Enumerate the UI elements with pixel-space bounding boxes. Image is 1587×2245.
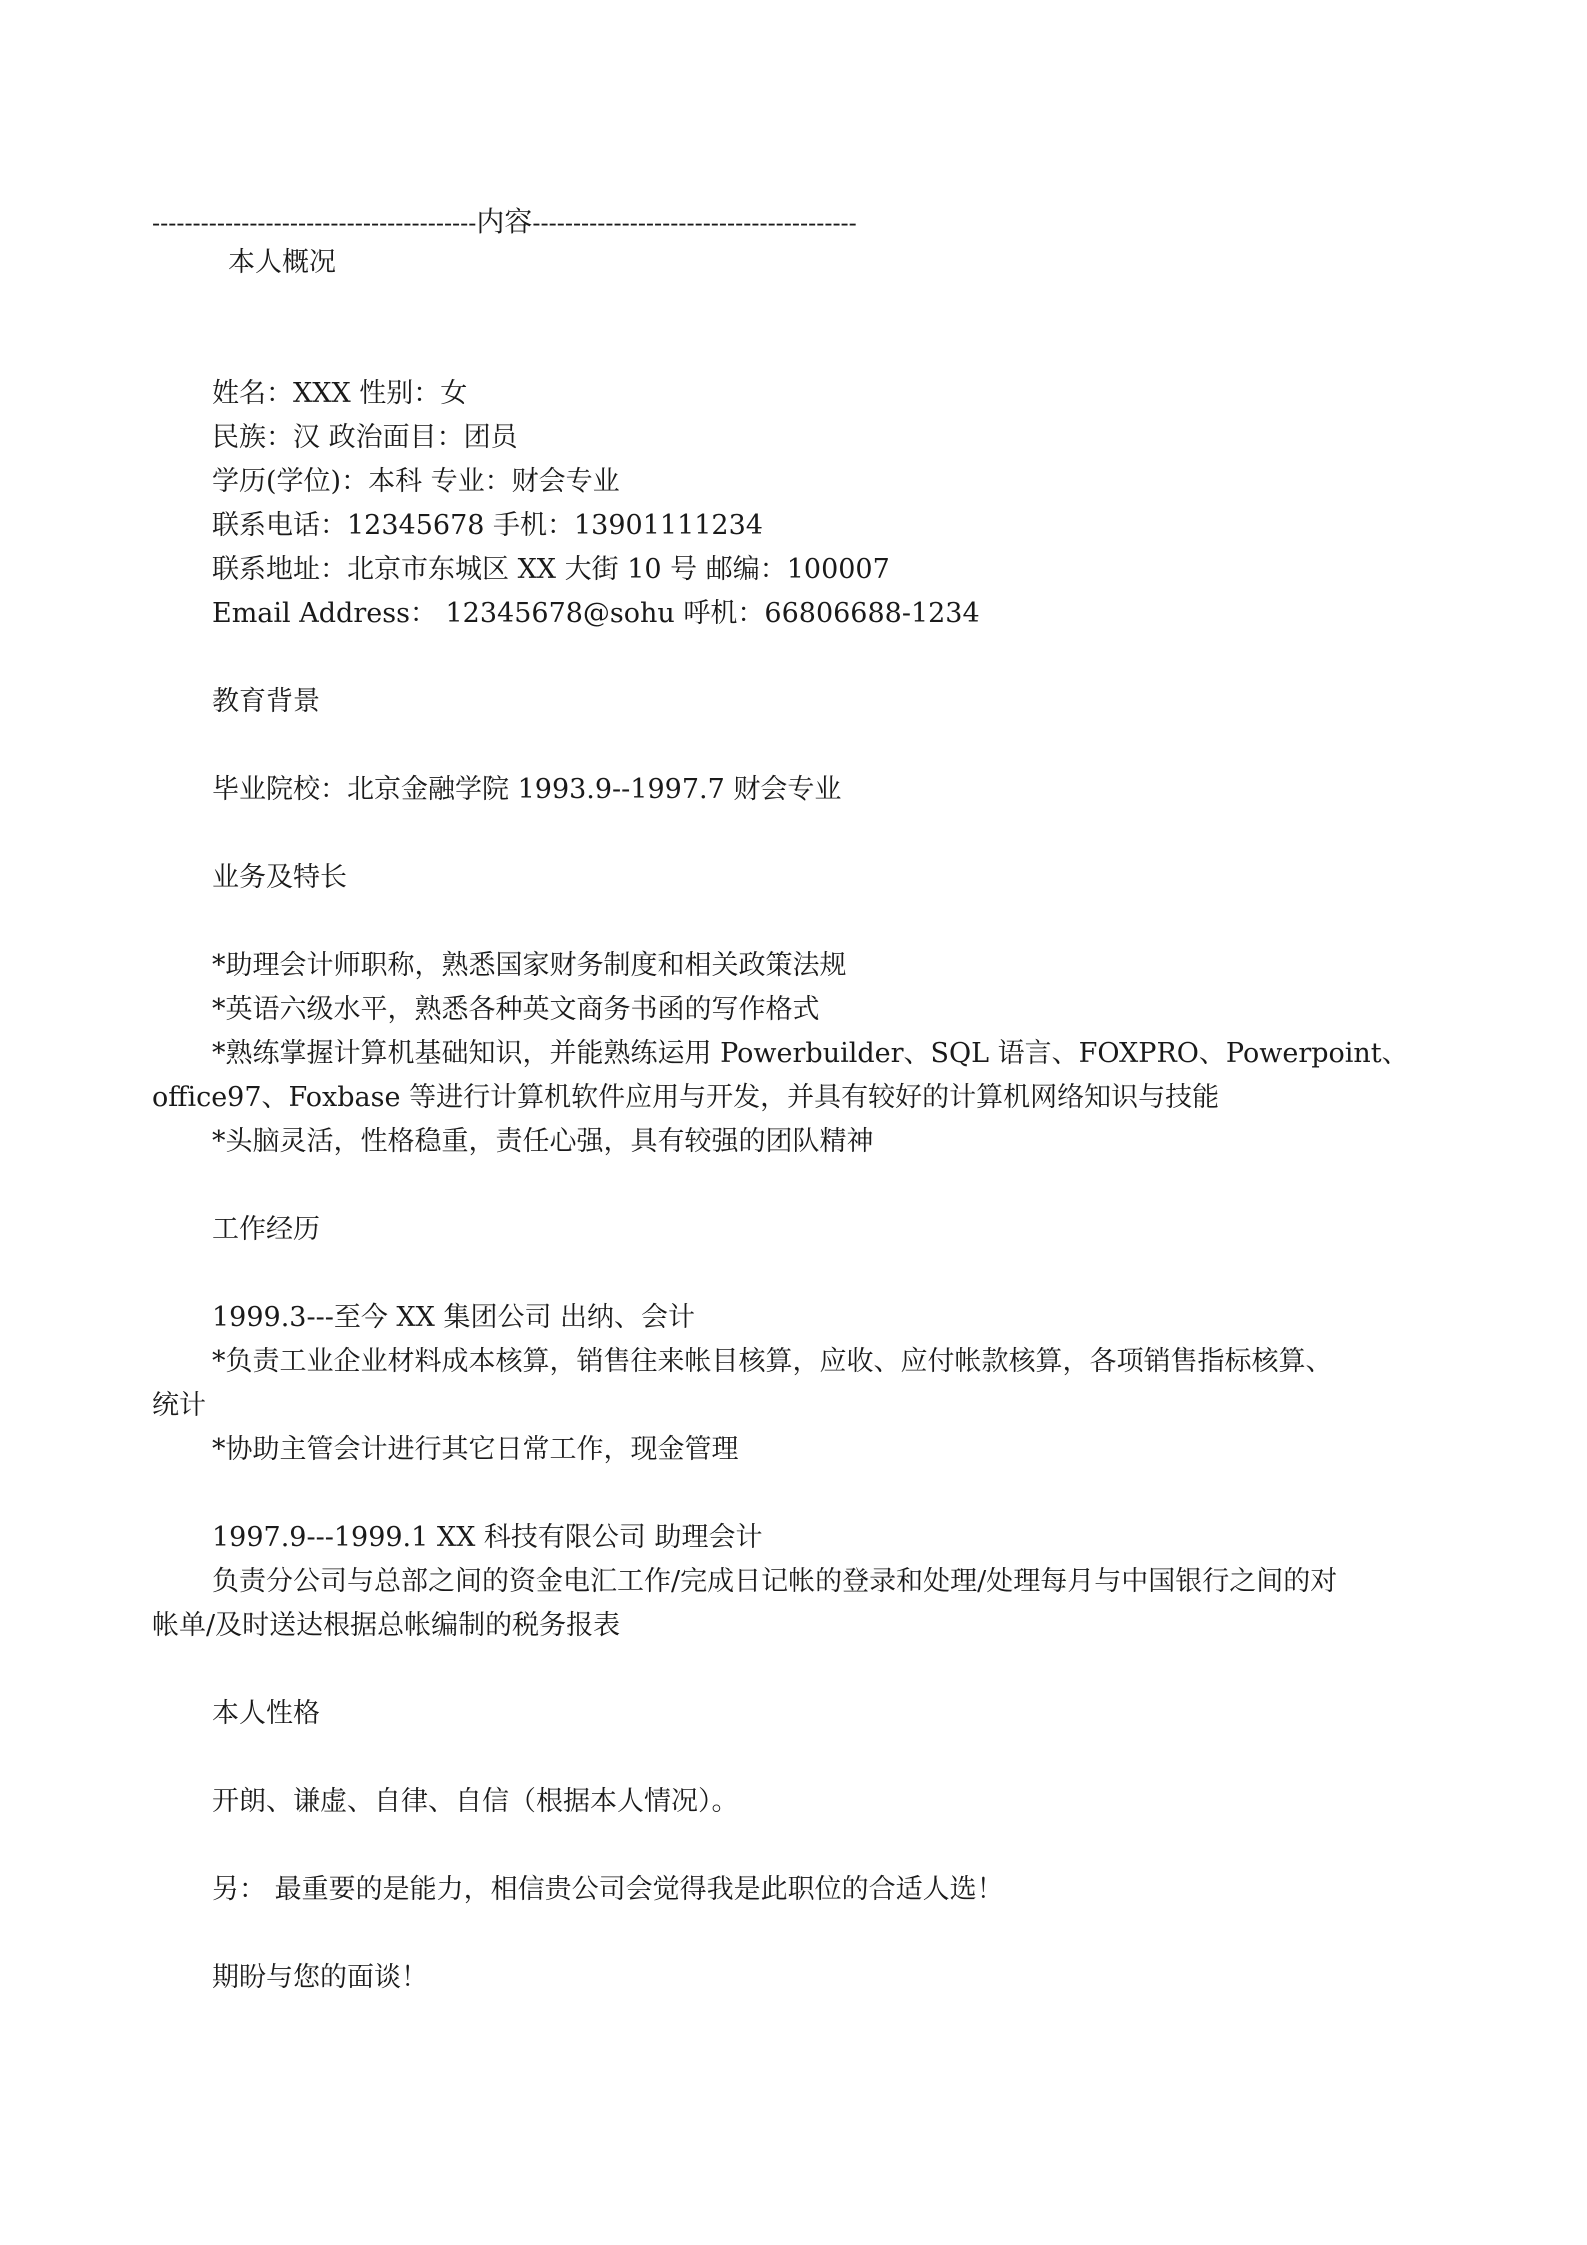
work2-line-1: 负责分公司与总部之间的资金电汇工作/完成日记帐的登录和处理/处理每月与中国银行之间的对 xyxy=(212,1566,1338,1597)
work2-line-1-cont: 帐单/及时送达根据总帐编制的税务报表 xyxy=(152,1610,621,1641)
education-heading: 教育背景 xyxy=(212,686,320,717)
closing-wish: 期盼与您的面谈！ xyxy=(212,1962,428,1993)
work-heading: 工作经历 xyxy=(212,1214,320,1245)
personality-line: 开朗、谦虚、自律、自信（根据本人情况）。 xyxy=(212,1786,739,1817)
skills-line-2: *英语六级水平，熟悉各种英文商务书函的写作格式 xyxy=(212,994,820,1025)
personality-heading: 本人性格 xyxy=(212,1698,320,1729)
separator-dashes-right: ---------------------------------------- xyxy=(532,209,857,237)
work2-header: 1997.9---1999.1 XX 科技有限公司 助理会计 xyxy=(212,1522,763,1553)
profile-heading: 本人概况 xyxy=(228,247,336,278)
skills-heading: 业务及特长 xyxy=(212,862,347,893)
education-line: 毕业院校：北京金融学院 1993.9--1997.7 财会专业 xyxy=(212,774,842,805)
profile-line-name: 姓名：XXX 性别：女 xyxy=(212,378,468,409)
skills-line-3: *熟练掌握计算机基础知识，并能熟练运用 Powerbuilder、SQL 语言、FOXPRO、Powerpoint、 xyxy=(212,1038,1409,1069)
work1-header: 1999.3---至今 XX 集团公司 出纳、会计 xyxy=(212,1302,696,1333)
skills-line-3-cont: office97、Foxbase 等进行计算机软件应用与开发，并具有较好的计算机网络知识与技能 xyxy=(152,1082,1220,1113)
work1-line-1-cont: 统计 xyxy=(152,1390,206,1421)
content-separator xyxy=(152,200,1452,245)
skills-line-1: *助理会计师职称，熟悉国家财务制度和相关政策法规 xyxy=(212,950,847,981)
separator-dashes-left: ---------------------------------------- xyxy=(152,209,477,237)
skills-line-4: *头脑灵活，性格稳重，责任心强，具有较强的团队精神 xyxy=(212,1126,874,1157)
separator-label: 内容 xyxy=(476,205,533,238)
work1-line-1: *负责工业企业材料成本核算，销售往来帐目核算，应收、应付帐款核算，各项销售指标核算、 xyxy=(212,1346,1333,1377)
profile-line-email: Email Address： 12345678@sohu 呼机：66806688-1234 xyxy=(212,598,980,629)
profile-line-phone: 联系电话：12345678 手机：13901111234 xyxy=(212,510,763,541)
profile-line-education: 学历(学位)：本科 专业：财会专业 xyxy=(212,466,620,497)
profile-line-ethnicity: 民族：汉 政治面目：团员 xyxy=(212,422,518,453)
profile-line-address: 联系地址：北京市东城区 XX 大街 10 号 邮编：100007 xyxy=(212,554,890,585)
closing-note: 另： 最重要的是能力，相信贵公司会觉得我是此职位的合适人选！ xyxy=(212,1874,1004,1905)
work1-line-2: *协助主管会计进行其它日常工作，现金管理 xyxy=(212,1434,739,1465)
